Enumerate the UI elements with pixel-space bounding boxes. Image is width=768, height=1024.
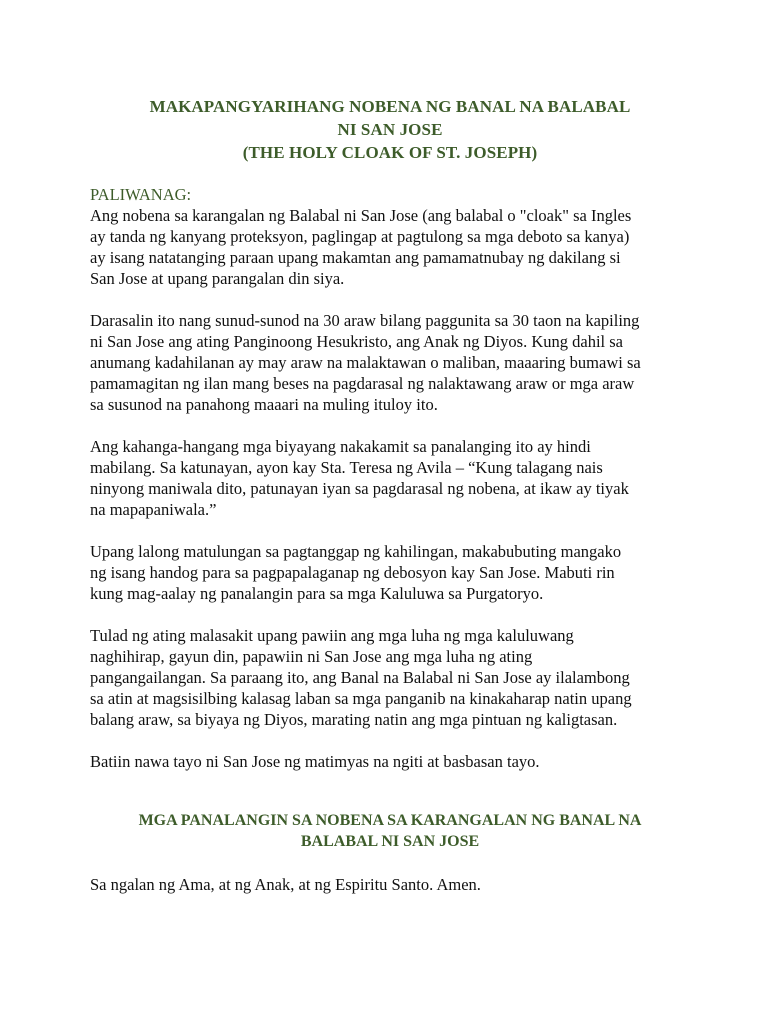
prayers-heading bbox=[90, 810, 690, 852]
document-title bbox=[90, 95, 690, 164]
paragraph-line: balang araw, sa biyaya ng Diyos, marating natin ang mga pintuan ng kaligtasan. bbox=[90, 710, 618, 729]
paragraph-4 bbox=[90, 541, 690, 604]
paragraph-spacer bbox=[90, 604, 690, 625]
paragraph-spacer bbox=[90, 289, 690, 310]
paragraph-line: ay isang natatanging paraan upang makamtan ang pamamatnubay ng dakilang si bbox=[90, 248, 621, 267]
paragraph-spacer bbox=[90, 520, 690, 541]
paragraph-line: Batiin nawa tayo ni San Jose ng matimyas na ngiti at basbasan tayo. bbox=[90, 752, 540, 771]
paragraph-line: Ang nobena sa karangalan ng Balabal ni San Jose (ang balabal o "cloak" sa Ingles bbox=[90, 206, 632, 225]
paragraph-line: ni San Jose ang ating Panginoong Hesukristo, ang Anak ng Diyos. Kung dahil sa bbox=[90, 332, 623, 351]
paragraph-line: mabilang. Sa katunayan, ayon kay Sta. Teresa ng Avila – “Kung talagang nais bbox=[90, 458, 603, 477]
paragraph-line: sa susunod na panahong maaari na muling ituloy ito. bbox=[90, 395, 438, 414]
paragraph-line: ng isang handog para sa pagpapalaganap ng debosyon kay San Jose. Mabuti rin bbox=[90, 563, 615, 582]
paragraph-5 bbox=[90, 625, 690, 730]
paragraph-6 bbox=[90, 751, 690, 772]
paragraph-2 bbox=[90, 310, 690, 415]
sign-of-the-cross: Sa ngalan ng Ama, at ng Anak, at ng Espiritu Santo. Amen. bbox=[90, 875, 481, 894]
paragraph-line: ninyong maniwala dito, patunayan iyan sa pagdarasal ng nobena, at ikaw ay tiyak bbox=[90, 479, 629, 498]
paragraph-line: ay tanda ng kanyang proteksyon, paglingap at pagtulong sa mga deboto sa kanya) bbox=[90, 227, 630, 246]
prayers-heading-line-1: MGA PANALANGIN SA NOBENA SA KARANGALAN NG BANAL NA bbox=[138, 812, 642, 829]
paragraph-spacer bbox=[90, 415, 690, 436]
title-line-2: NI SAN JOSE bbox=[337, 120, 443, 139]
paragraph-line: sa atin at magsisilbing kalasag laban sa mga panganib na kinakaharap natin upang bbox=[90, 689, 632, 708]
title-line-1: MAKAPANGYARIHANG NOBENA NG BANAL NA BALABAL bbox=[149, 97, 631, 116]
paragraph-line: anumang kadahilanan ay may araw na malaktawan o maliban, maaaring bumawi sa bbox=[90, 353, 641, 372]
prayers-heading-line-2: BALABAL NI SAN JOSE bbox=[300, 833, 480, 850]
paragraph-1 bbox=[90, 205, 690, 289]
document-page bbox=[90, 95, 690, 895]
paragraph-line: Darasalin ito nang sunud-sunod na 30 araw bilang paggunita sa 30 taon na kapiling bbox=[90, 311, 640, 330]
paragraph-line: Ang kahanga-hangang mga biyayang nakakamit sa panalanging ito ay hindi bbox=[90, 437, 591, 456]
paragraph-line: naghihirap, gayun din, papawiin ni San Jose ang mga luha ng ating bbox=[90, 647, 533, 666]
paragraph-line: pangangailangan. Sa paraang ito, ang Banal na Balabal ni San Jose ay ilalambong bbox=[90, 668, 630, 687]
paragraph-line: Tulad ng ating malasakit upang pawiin ang mga luha ng mga kaluluwang bbox=[90, 626, 574, 645]
section-label: PALIWANAG: bbox=[90, 185, 192, 204]
paragraph-line: San Jose at upang parangalan din siya. bbox=[90, 269, 345, 288]
paragraph-3 bbox=[90, 436, 690, 520]
paragraph-line: Upang lalong matulungan sa pagtanggap ng kahilingan, makabubuting mangako bbox=[90, 542, 622, 561]
paragraph-spacer bbox=[90, 730, 690, 751]
paragraph-line: pamamagitan ng ilan mang beses na pagdarasal ng nalaktawang araw or mga araw bbox=[90, 374, 635, 393]
paragraph-line: na mapapaniwala.” bbox=[90, 500, 217, 519]
paragraph-line: kung mag-aalay ng panalangin para sa mga Kaluluwa sa Purgatoryo. bbox=[90, 584, 544, 603]
title-line-3: (THE HOLY CLOAK OF ST. JOSEPH) bbox=[242, 143, 538, 162]
